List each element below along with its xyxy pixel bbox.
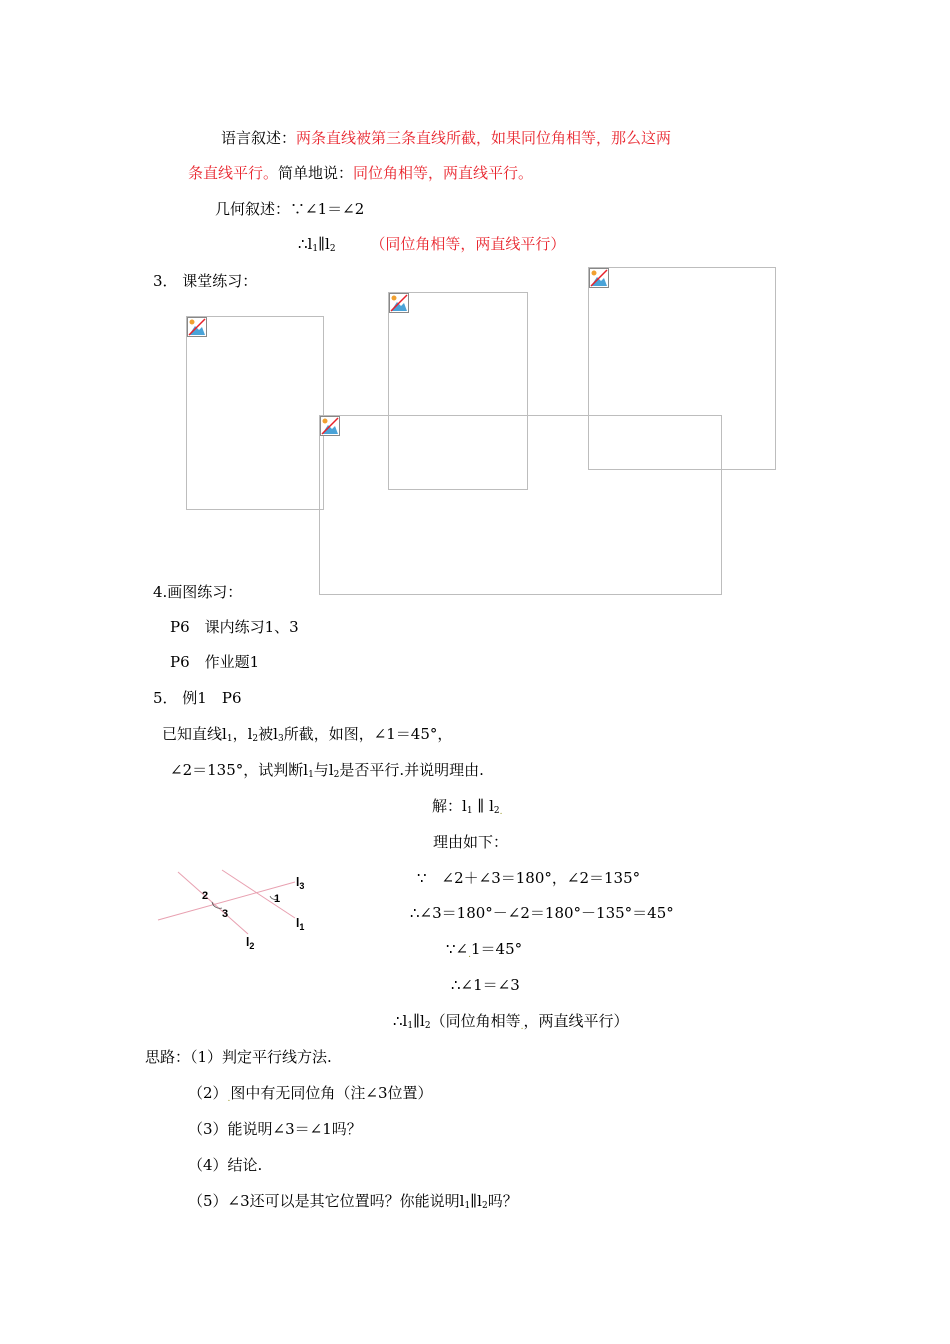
parallel-sign: ∥ xyxy=(470,1192,478,1210)
solution-step-3 xyxy=(446,939,522,965)
line-l: l xyxy=(420,1012,425,1030)
sub-2: 2 xyxy=(481,1201,488,1211)
thinking-text: （1）判定平行线方法. xyxy=(190,1048,332,1066)
dot-mark: . xyxy=(227,1094,231,1104)
thinking-text: 图中有无同位角（注∠3位置） xyxy=(230,1084,433,1102)
thinking-1 xyxy=(145,1047,332,1067)
simple-red-text: 同位角相等，两直线平行。 xyxy=(353,164,534,182)
line-l: l xyxy=(477,1192,482,1210)
fig-label-1: 1 xyxy=(274,893,281,905)
sub-1: 1 xyxy=(464,1201,471,1211)
line-l: l xyxy=(247,725,253,743)
sub-3: 3 xyxy=(277,734,284,744)
sub-1: 1 xyxy=(226,734,233,744)
problem-line-1: 已知直线$l_1$，$l_2$被$l_3$所截，如图，∠1＝45°， xyxy=(162,725,453,744)
dot-mark: . xyxy=(499,807,503,817)
statement-geometry xyxy=(215,199,364,219)
broken-image-icon xyxy=(589,268,609,288)
geometry-because: ∵∠1＝∠2 xyxy=(290,200,365,218)
thinking-text: （5）∠3还可以是其它位置吗？你能说明 xyxy=(188,1192,460,1210)
fig-label-l2: $l_2$ xyxy=(246,935,255,951)
problem-text: ∠2＝135°，试判断 xyxy=(170,761,304,779)
statement-language xyxy=(221,128,671,148)
line-l1 xyxy=(222,870,295,918)
dot-mark: . xyxy=(520,1022,524,1032)
sub-2: 2 xyxy=(424,1021,431,1031)
simple-label: 简单地说： xyxy=(278,164,354,182)
problem-text: 是否平行.并说明理由. xyxy=(339,761,484,779)
problem-text: 被 xyxy=(258,725,274,743)
step-text: ∵∠ xyxy=(446,940,469,958)
fig-label-3: 3 xyxy=(222,908,229,920)
thinking-text: 吗？ xyxy=(487,1192,518,1210)
sub-1: 1 xyxy=(466,806,473,816)
line-l: l xyxy=(489,797,494,815)
fig-label-2: 2 xyxy=(202,890,209,902)
section3-title: 3． 课堂练习： xyxy=(153,272,258,290)
line-l: l xyxy=(307,235,313,253)
fig-label-l1: $l_1$ xyxy=(296,916,305,932)
line-l: l xyxy=(462,797,467,815)
solution-answer xyxy=(432,796,502,822)
thinking-label: 思路： xyxy=(145,1048,191,1066)
line-l: l xyxy=(222,725,227,743)
thinking-text: （2） xyxy=(188,1084,228,1102)
section4-item-1: P6 课内练习1、3 xyxy=(170,618,299,636)
broken-image-icon xyxy=(389,293,409,313)
solution-step-5 xyxy=(393,1011,628,1037)
problem-text: 与 xyxy=(313,761,329,779)
sub-2: 2 xyxy=(252,734,259,744)
sub-2: 2 xyxy=(333,770,340,780)
geometry-label: 几何叙述： xyxy=(215,200,291,218)
problem-text: 所截，如图，∠1＝45°， xyxy=(283,725,453,743)
step-text: 1＝45° xyxy=(471,940,523,958)
problem-line-2 xyxy=(170,760,484,780)
step-text: ，两直线平行） xyxy=(523,1012,629,1030)
statement-conclusion xyxy=(298,234,565,254)
line-l: l xyxy=(328,761,334,779)
thinking-4: （4）结论. xyxy=(188,1156,263,1174)
image-frame-1 xyxy=(186,316,324,510)
language-label: 语言叙述： xyxy=(221,129,297,147)
dot-mark: . xyxy=(468,950,471,960)
sub-2: 2 xyxy=(493,806,500,816)
solution-step-2: ∴∠3＝180°－∠2＝180°－135°＝45° xyxy=(410,904,674,922)
therefore-sign: ∴ xyxy=(393,1012,403,1030)
fig-label-l3: $l_3$ xyxy=(296,875,305,891)
line-l: l xyxy=(402,1012,408,1030)
sub-1: 1 xyxy=(308,770,314,780)
transversal-figure xyxy=(150,862,330,954)
image-frame-4 xyxy=(319,415,722,595)
broken-image-icon xyxy=(320,416,340,436)
sub-2: 2 xyxy=(329,244,336,254)
parallel-sign: ∥ xyxy=(318,235,326,253)
problem-text: 已知直线 xyxy=(162,725,223,743)
thinking-2 xyxy=(188,1083,433,1109)
thinking-3: （3）能说明∠3＝∠1吗？ xyxy=(188,1120,362,1138)
solution-step-4: ∴∠1＝∠3 xyxy=(451,976,520,994)
section4-item-2: P6 作业题1 xyxy=(170,653,260,671)
parallel-sign: ∥ xyxy=(477,797,485,815)
broken-image-icon xyxy=(187,317,207,337)
statement-language-cont xyxy=(188,163,533,183)
solution-reason-title: 理由如下： xyxy=(433,833,509,851)
line-l: l xyxy=(303,761,309,779)
line-l: l xyxy=(325,235,330,253)
line-l: l xyxy=(273,725,278,743)
thinking-5 xyxy=(188,1191,518,1211)
solution-step-1: ∵ ∠2＋∠3＝180°，∠2＝135° xyxy=(417,869,641,887)
therefore-sign: ∴ xyxy=(298,235,308,253)
parallel-sign: ∥ xyxy=(413,1012,421,1030)
language-red-text-2: 条直线平行。 xyxy=(188,164,279,182)
line-l: l xyxy=(459,1192,465,1210)
language-red-text: 两条直线被第三条直线所截，如果同位角相等，那么这两 xyxy=(296,129,672,147)
section4-title: 4.画图练习： xyxy=(153,583,243,601)
line-l2 xyxy=(178,872,248,934)
step-text: （同位角相等 xyxy=(430,1012,521,1030)
sub-1: 1 xyxy=(312,244,319,254)
section5-title: 5． 例1 P6 xyxy=(153,689,242,707)
sub-1: 1 xyxy=(407,1021,414,1031)
answer-label: 解： xyxy=(432,797,463,815)
geometry-reason: （同位角相等，两直线平行） xyxy=(370,235,566,253)
